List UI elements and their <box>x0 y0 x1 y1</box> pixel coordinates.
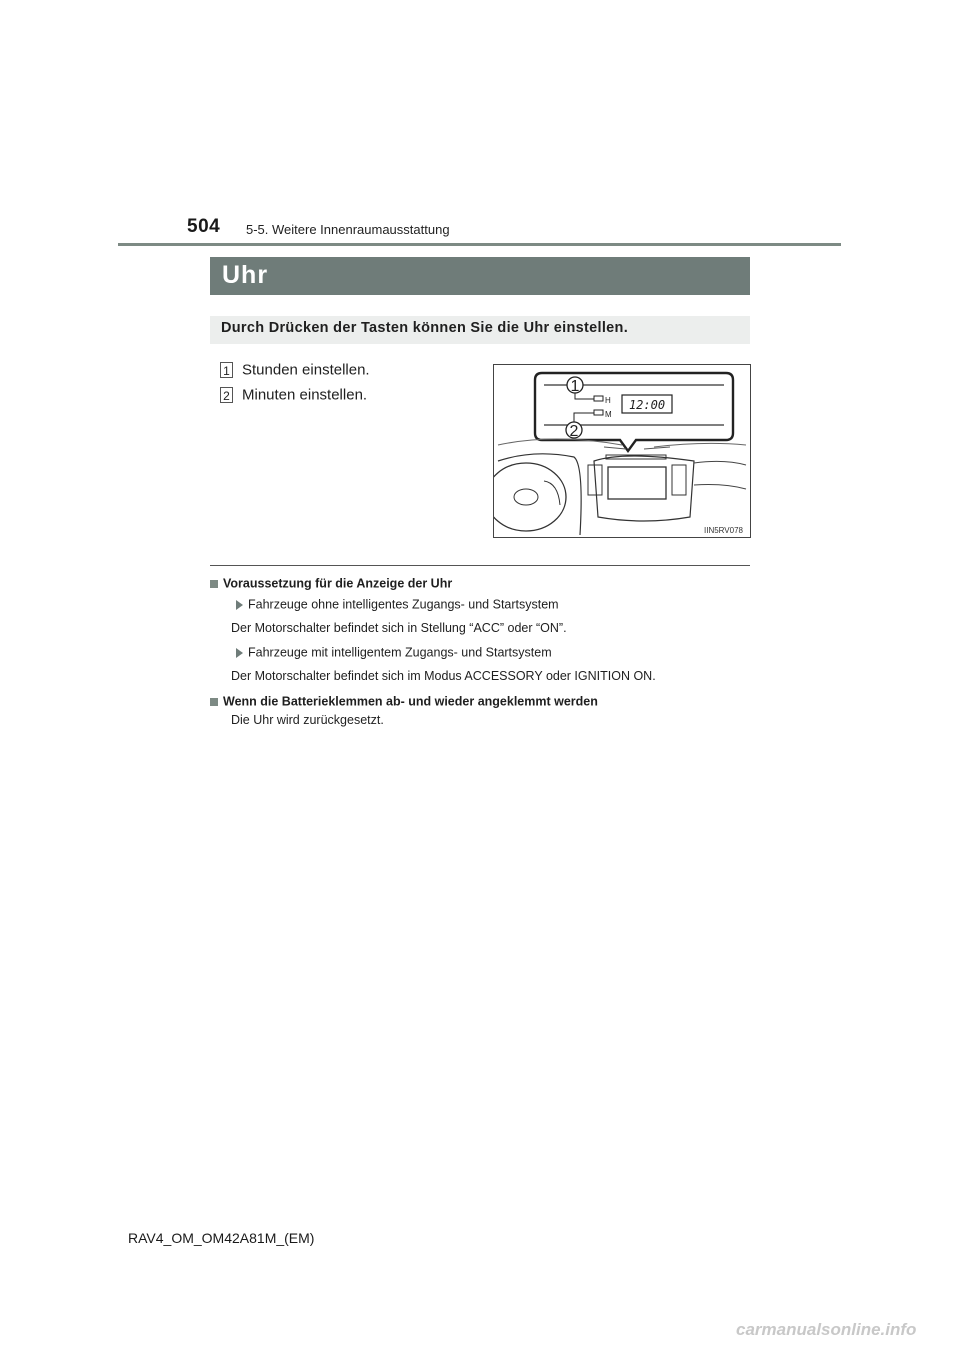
page-title: Uhr <box>222 261 269 289</box>
hour-button <box>594 396 603 401</box>
intro-text: Durch Drücken der Tasten können Sie die Uhr einstellen. <box>221 320 629 336</box>
center-screen <box>608 467 666 499</box>
condition-bullet-2: Fahrzeuge mit intelligentem Zugangs- und Startsystem <box>236 645 552 660</box>
hour-button-label: H <box>605 396 611 405</box>
title-bar <box>210 257 750 295</box>
section-rule <box>210 565 750 566</box>
steering-spoke <box>544 481 560 505</box>
step-2 <box>220 386 367 404</box>
illustration-code: IIN5RV078 <box>704 526 743 535</box>
condition-text-1: Der Motorschalter befindet sich in Stellung “ACC” oder “ON”. <box>231 621 567 635</box>
right-vent <box>672 465 686 495</box>
minute-button-label: M <box>605 410 612 419</box>
dashboard-drawing <box>494 365 750 537</box>
minute-button <box>594 410 603 415</box>
condition-text-2: Der Motorschalter befindet sich im Modus ACCESSORY oder IGNITION ON. <box>231 669 656 683</box>
step-1 <box>220 361 370 379</box>
steering-wheel-hub <box>514 489 538 505</box>
triangle-bullet-icon <box>236 600 243 610</box>
section-label: 5-5. Weitere Innenraumausstattung <box>246 222 450 237</box>
condition-text-3: Die Uhr wird zurückgesetzt. <box>231 713 384 727</box>
square-bullet-icon <box>210 580 218 588</box>
top-vent-line-2 <box>644 447 670 449</box>
condition-heading-2: Wenn die Batterieklemmen ab- und wieder angeklemmt werden <box>210 694 598 709</box>
top-vent-line-1 <box>604 447 626 449</box>
center-console <box>594 456 694 521</box>
condition-bullet-1: Fahrzeuge ohne intelligentes Zugangs- und Startsystem <box>236 597 559 612</box>
triangle-bullet-icon <box>236 648 243 658</box>
callout-label-1: 1 <box>570 378 580 395</box>
clock-illustration <box>493 364 751 538</box>
step-number-1: 1 <box>220 362 233 378</box>
clock-display-time: 12:00 <box>628 398 666 412</box>
footer-doc-code: RAV4_OM_OM42A81M_(EM) <box>128 1230 315 1246</box>
step-text-1: Stunden einstellen. <box>242 361 370 379</box>
condition-heading-1: Voraussetzung für die Anzeige der Uhr <box>210 576 452 591</box>
callout-label-2: 2 <box>569 423 579 440</box>
dash-right-contour <box>694 461 746 465</box>
step-number-2: 2 <box>220 387 233 403</box>
watermark: carmanualsonline.info <box>736 1320 917 1339</box>
dash-right-contour-2 <box>694 485 746 490</box>
header-rule <box>118 243 841 246</box>
dash-right-line <box>654 443 746 447</box>
step-text-2: Minuten einstellen. <box>242 386 368 404</box>
page-number: 504 <box>187 216 221 237</box>
square-bullet-icon <box>210 698 218 706</box>
steering-wheel <box>494 463 566 531</box>
